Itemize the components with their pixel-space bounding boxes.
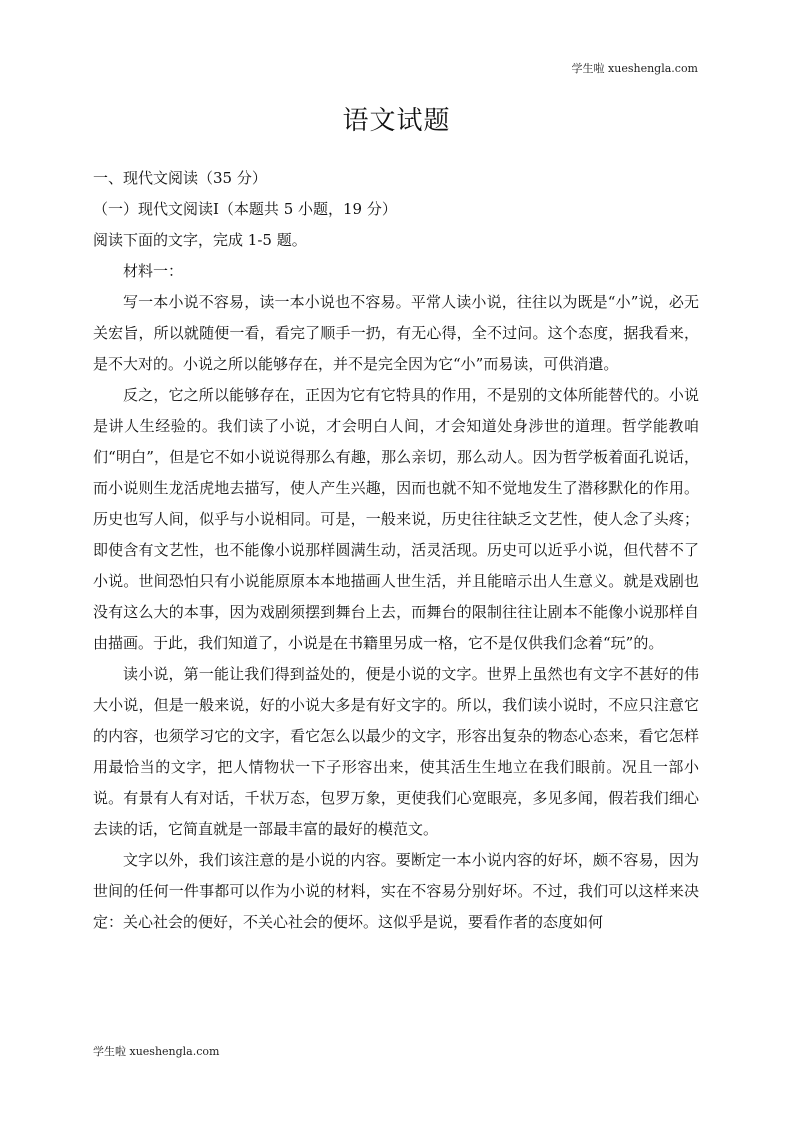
material-label: 材料一：	[123, 262, 184, 280]
page-title: 语文试题	[342, 106, 451, 136]
paragraph: 文字以外，我们该注意的是小说的内容。要断定一本小说内容的好坏，颇不容易，因为世间的任何一件事都可以作为小说的材料，实在不容易分别好坏。不过，我们可以这样来决定：关心社会的便好，不关心社会的便坏。这似乎是说，要看作者的态度如何	[93, 851, 699, 931]
footer-site-label: 学生啦 xueshengla.com	[93, 1045, 220, 1058]
instruction: 阅读下面的文字，完成 1-5 题。	[93, 231, 307, 249]
document-body	[93, 163, 699, 938]
paragraph: 反之，它之所以能够存在，正因为它有它特具的作用，不是别的文体所能替代的。小说是讲人生经验的。我们读了小说，才会明白人间，才会知道处身涉世的道理。哲学能教咱们“明白”，但是它不如小说说得那么有趣，那么亲切，那么动人。因为哲学板着面孔说话，而小说则生龙活虎地去描写，使人产生兴趣，因而也就不知不觉地发生了潜移默化的作用。历史也写人间，似乎与小说相同。可是，一般来说，历史往往缺乏文艺性，使人念了头疼；即使含有文艺性，也不能像小说那样圆满生动，活灵活现。历史可以近乎小说，但代替不了小说。世间恐怕只有小说能原原本本地描画人世生活，并且能暗示出人生意义。就是戏剧也没有这么大的本事，因为戏剧须摆到舞台上去，而舞台的限制往往让剧本不能像小说那样自由描画。于此，我们知道了，小说是在书籍里另成一格，它不是仅供我们念着“玩”的。	[93, 386, 699, 652]
paragraph: 读小说，第一能让我们得到益处的，便是小说的文字。世界上虽然也有文字不甚好的伟大小说，但是一般来说，好的小说大多是有好文字的。所以，我们读小说时，不应只注意它的内容，也须学习它的文字，看它怎么以最少的文字，形容出复杂的物态心态来，看它怎样用最恰当的文字，把人情物状一下子形容出来，使其活生生地立在我们眼前。况且一部小说。有景有人有对话，千状万态，包罗万象，更使我们心宽眼亮，多见多闻，假若我们细心去读的话，它简直就是一部最丰富的最好的模范文。	[93, 665, 699, 838]
paragraph: 写一本小说不容易，读一本小说也不容易。平常人读小说，往往以为既是“小”说，必无关宏旨，所以就随便一看，看完了顺手一扔，有无心得，全不过问。这个态度，据我看来，是不大对的。小说之所以能够存在，并不是完全因为它“小”而易读，可供消遣。	[93, 293, 699, 373]
section-heading: 一、现代文阅读（35 分）	[93, 169, 267, 187]
header-site-label: 学生啦 xueshengla.com	[571, 62, 698, 75]
section-sub-heading: （一）现代文阅读Ⅰ（本题共 5 小题，19 分）	[93, 200, 397, 218]
